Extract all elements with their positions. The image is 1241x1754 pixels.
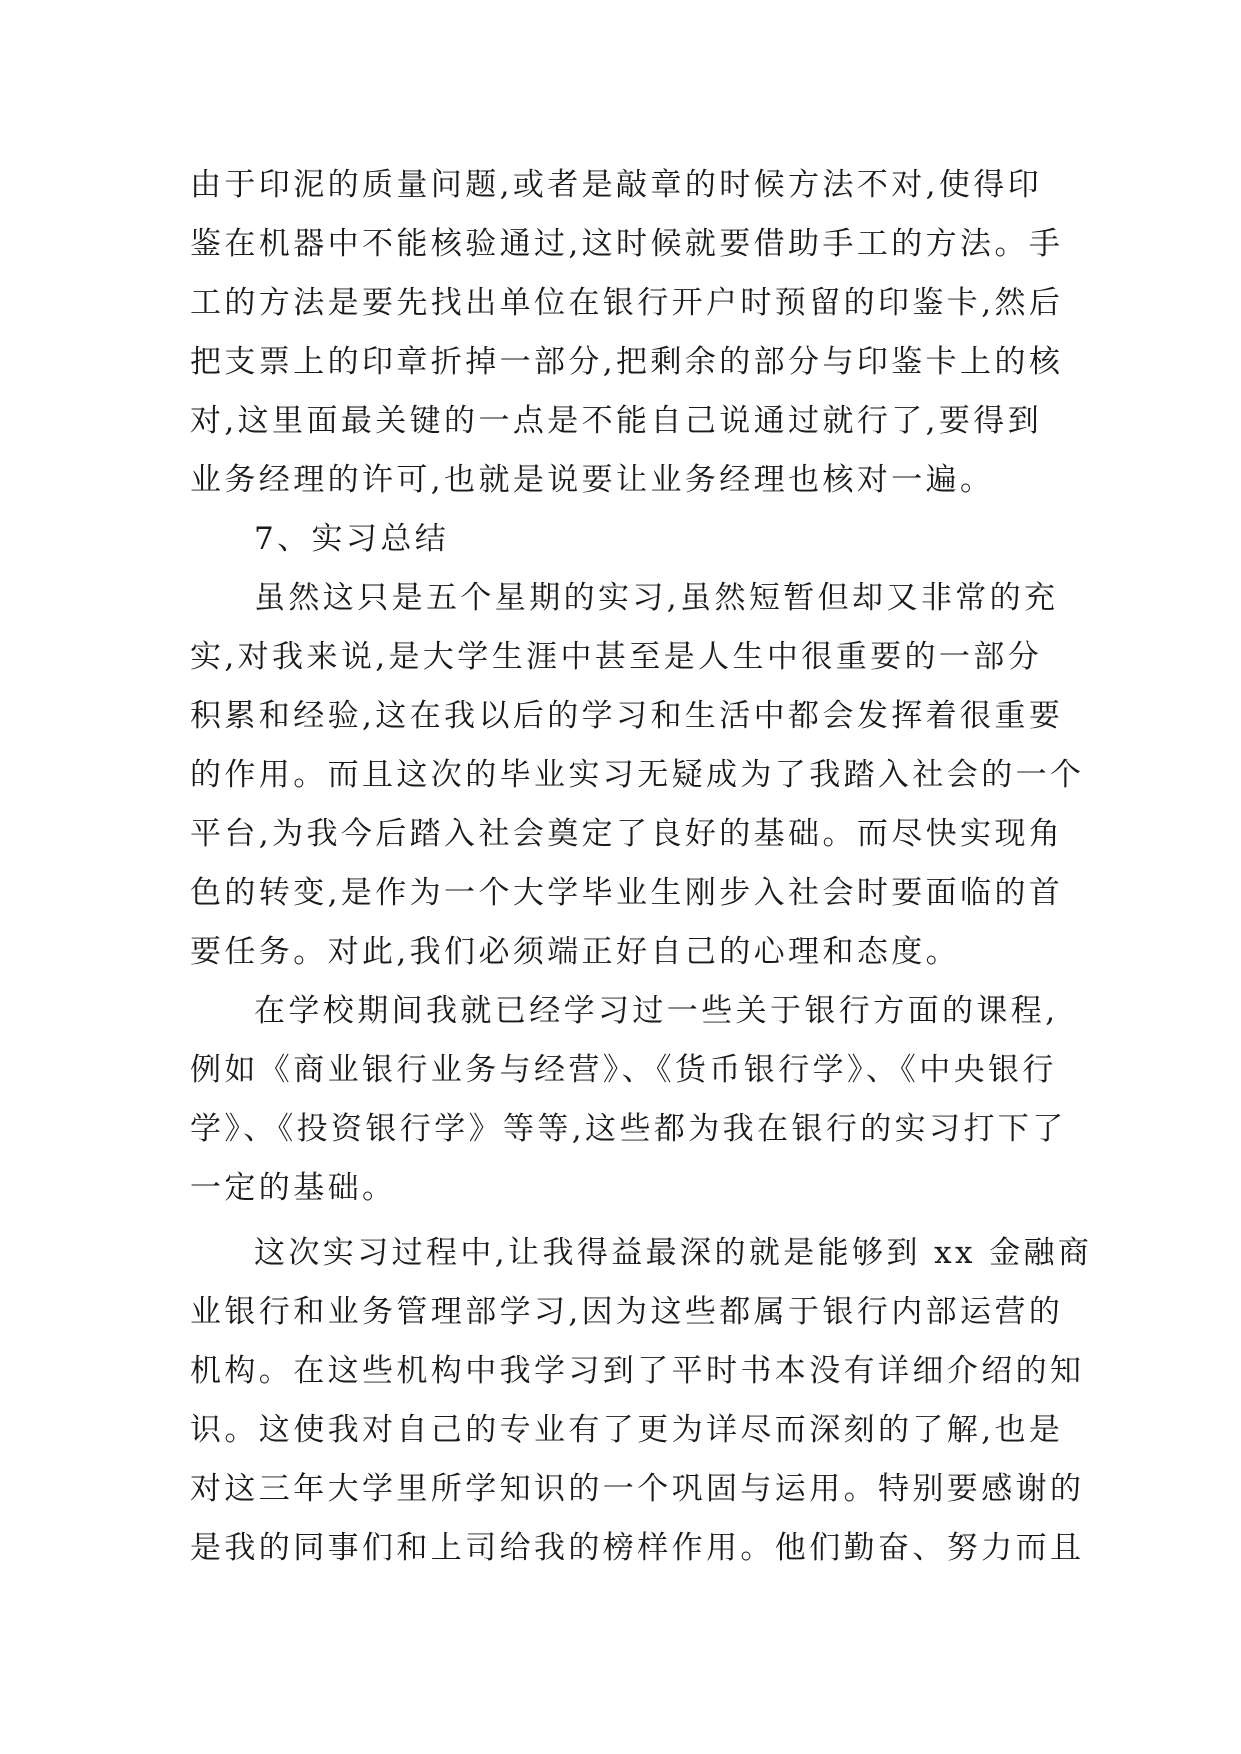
text-line: 工的方法是要先找出单位在银行开户时预留的印鉴卡,然后 [190,285,1064,321]
text-line: 对,这里面最关键的一点是不能自己说通过就行了,要得到 [190,403,1043,439]
paragraph-first-line: 这次实习过程中,让我得益最深的就是能够到 xx 金融商 [254,1235,1093,1271]
text-line: 平台,为我今后踏入社会奠定了良好的基础。而尽快实现角 [190,816,1064,852]
text-line: 色的转变,是作为一个大学毕业生刚步入社会时要面临的首 [190,875,1064,911]
paragraph-first-line: 在学校期间我就已经学习过一些关于银行方面的课程, [254,993,1059,1029]
paragraph-first-line: 虽然这只是五个星期的实习,虽然短暂但却又非常的充 [254,580,1059,616]
text-line: 把支票上的印章折掉一部分,把剩余的部分与印鉴卡上的核 [190,344,1064,380]
text-line: 积累和经验,这在我以后的学习和生活中都会发挥着很重要 [190,698,1064,734]
text-line: 要任务。对此,我们必须端正好自己的心理和态度。 [190,934,961,970]
text-line: 例如《商业银行业务与经营》、《货币银行学》、《中央银行 [190,1052,1057,1088]
text-line: 对这三年大学里所学知识的一个巩固与运用。特别要感谢的 [190,1471,1085,1507]
text-line: 业务经理的许可,也就是说要让业务经理也核对一遍。 [190,462,995,498]
text-line: 学》、《投资银行学》等等,这些都为我在银行的实习打下了 [190,1111,1067,1147]
text-line: 业银行和业务管理部学习,因为这些都属于银行内部运营的 [190,1294,1064,1330]
body-text [190,156,1093,1578]
text-line: 鉴在机器中不能核验通过,这时候就要借助手工的方法。手 [190,226,1064,262]
section-heading: 7、实习总结 [254,521,450,557]
text-line: 由于印泥的质量问题,或者是敲章的时候方法不对,使得印 [190,167,1043,203]
text-line: 是我的同事们和上司给我的榜样作用。他们勤奋、努力而且 [190,1530,1085,1566]
text-line: 一定的基础。 [190,1170,397,1206]
text-line: 的作用。而且这次的毕业实习无疑成为了我踏入社会的一个 [190,757,1085,793]
text-line: 实,对我来说,是大学生涯中甚至是人生中很重要的一部分 [190,639,1043,675]
text-line: 识。这使我对自己的专业有了更为详尽而深刻的了解,也是 [190,1412,1064,1448]
text-line: 机构。在这些机构中我学习到了平时书本没有详细介绍的知 [190,1353,1085,1389]
